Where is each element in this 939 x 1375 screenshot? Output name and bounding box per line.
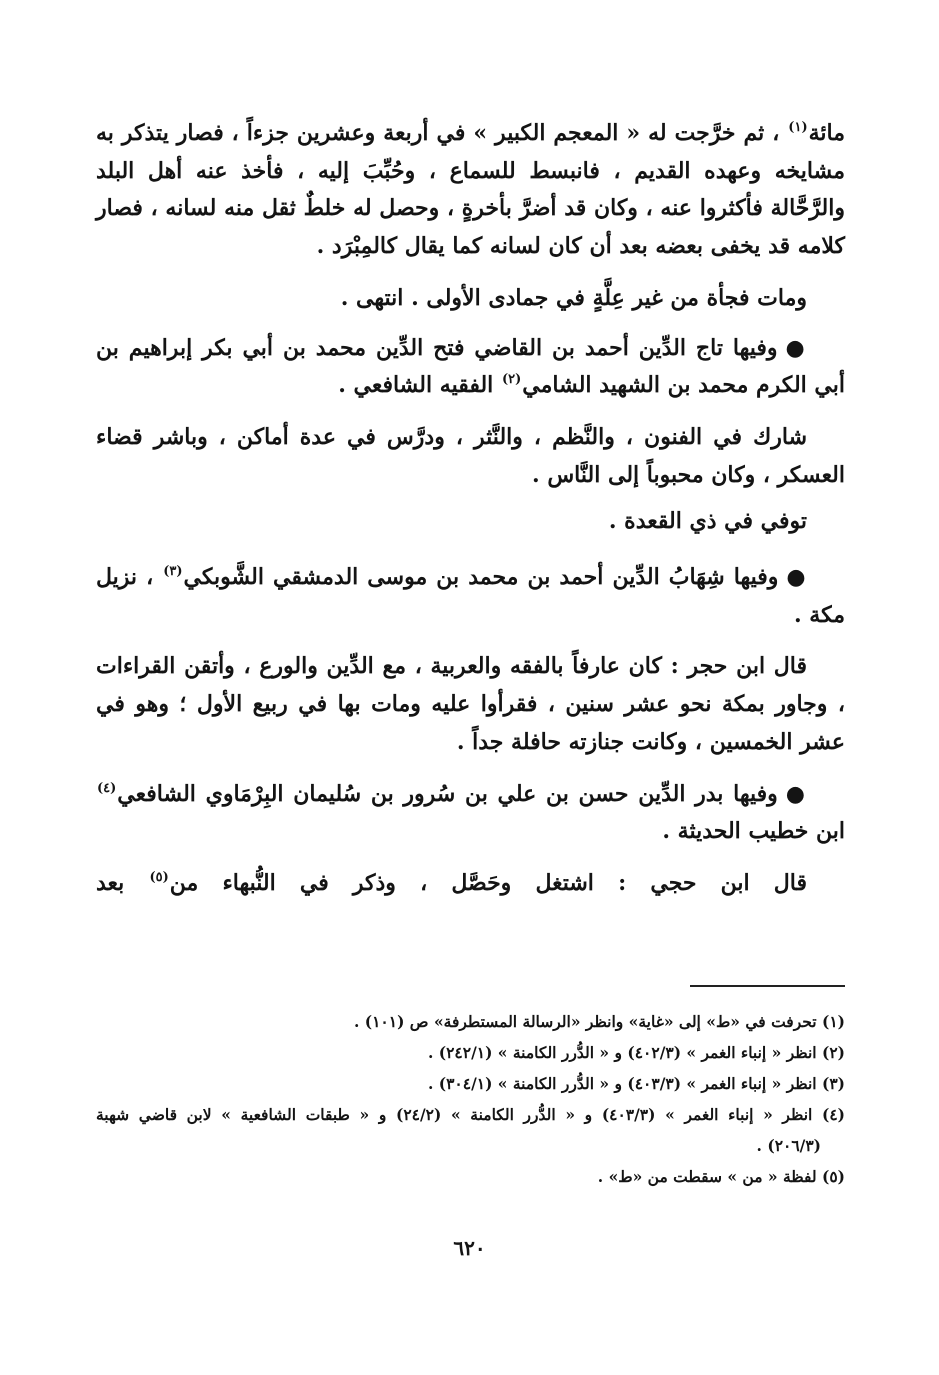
main-text xyxy=(96,115,845,903)
paragraph-9 xyxy=(96,865,845,903)
bullet-icon: ● xyxy=(786,564,807,591)
text-run: بعد xyxy=(96,869,149,896)
text-run: قال ابن حجي : اشتغل وحَصَّل ، وذكر في النُّبهاء من xyxy=(169,869,807,896)
text-run: ابن خطيب الحديثة . xyxy=(662,818,845,845)
text-run: الفقيه الشافعي . xyxy=(338,372,501,399)
paragraph-1 xyxy=(96,115,845,266)
footnote-4-continued: (٢٠٦/٣) . xyxy=(756,1136,821,1155)
bullet-icon: ● xyxy=(785,780,807,807)
paragraph-4: شارك في الفنون ، والنَّظم ، والنَّثر ، ودرَّس في عدة أماكن ، وباشر قضاء العسكر ، وكان محبوباً إلى النَّاس . xyxy=(96,423,845,488)
entry-badr-al-din xyxy=(96,776,845,851)
footnote-5: (٥) لفظة « من » سقطت من «ط» . xyxy=(597,1167,845,1186)
entry-shihab-al-din xyxy=(96,559,845,634)
footnote-ref-2: (٢) xyxy=(501,372,522,388)
footnote-ref-5: (٥) xyxy=(149,869,169,885)
footnote-separator xyxy=(690,985,845,987)
footnotes xyxy=(96,1006,845,1192)
text-run: ، نزيل مكة . xyxy=(96,564,845,628)
paragraph-2: ومات فجأة من غير عِلَّةٍ في جمادى الأولى . انتهى . xyxy=(340,284,807,311)
footnote-ref-4: (٤) xyxy=(97,780,117,796)
paragraph-5: توفي في ذي القعدة . xyxy=(608,508,807,535)
footnote-ref-1: (١) xyxy=(788,120,808,135)
page-number: ٦٢٠ xyxy=(453,1236,486,1260)
paragraph-7: قال ابن حجر : كان عارفاً بالفقه والعربية ، مع الدِّين والورع ، وأتقن القراءات ، وجاور بمكة نحو عشر سنين ، فقرأوا عليه ومات بها في ربيع الأول ؛ وهو في عشر الخمسين ، وكانت جنازته حافلة جداً . xyxy=(96,653,845,755)
bullet-icon: ● xyxy=(785,334,807,361)
footnote-3: (٣) انظر « إنباء الغمر » (٤٠٣/٣) و « الدُّرر الكامنة » (٣٠٤/١) . xyxy=(427,1074,845,1093)
text-run: وفيها شِهَابُ الدِّين أحمد بن محمد بن موسى الدمشقي الشَّوبكي xyxy=(183,564,779,591)
footnote-ref-3: (٣) xyxy=(163,564,183,580)
entry-taj-al-din xyxy=(96,330,845,405)
text-run: مائة xyxy=(808,120,845,146)
text-run: ، ثم خرَّجت له « المعجم الكبير » في أربعة وعشرين جزءاً ، فصار يتذكر به مشايخه وعهده القديم ، فانبسط للسماع ، وحُبِّبَ إليه ، فأخذ عنه أهل البلد والرَّحَّالة فأكثروا عنه ، وكان قد أضرَّ بأخرةٍ ، وحصل له خلطٌ ثقل منه لسانه ، فصار كلامه قد يخفى بعضه بعد أن كان لسانه كما يقال كالمِبْرَد . xyxy=(96,120,845,260)
footnote-2: (٢) انظر « إنباء الغمر » (٤٠٢/٣) و « الدُّرر الكامنة » (٢٤٢/١) . xyxy=(427,1043,845,1062)
footnote-1: (١) تحرفت في «ط» إلى «غاية» وانظر «الرسالة المستطرفة» ص (١٠١) . xyxy=(353,1012,845,1031)
footnote-4: (٤) انظر « إنباء الغمر » (٤٠٣/٣) و « الدُّرر الكامنة » (٢٤/٢) و « طبقات الشافعية » لابن قاضي شهبة xyxy=(96,1105,845,1124)
text-run: وفيها بدر الدِّين حسن بن علي بن سُرور بن سُليمان البِرْمَاوي الشافعي xyxy=(117,780,778,807)
text-run: وفيها تاج الدِّين أحمد بن القاضي فتح الدِّين محمد بن أبي بكر إبراهيم بن أبي الكرم محمد بن الشهيد الشامي xyxy=(96,334,845,399)
